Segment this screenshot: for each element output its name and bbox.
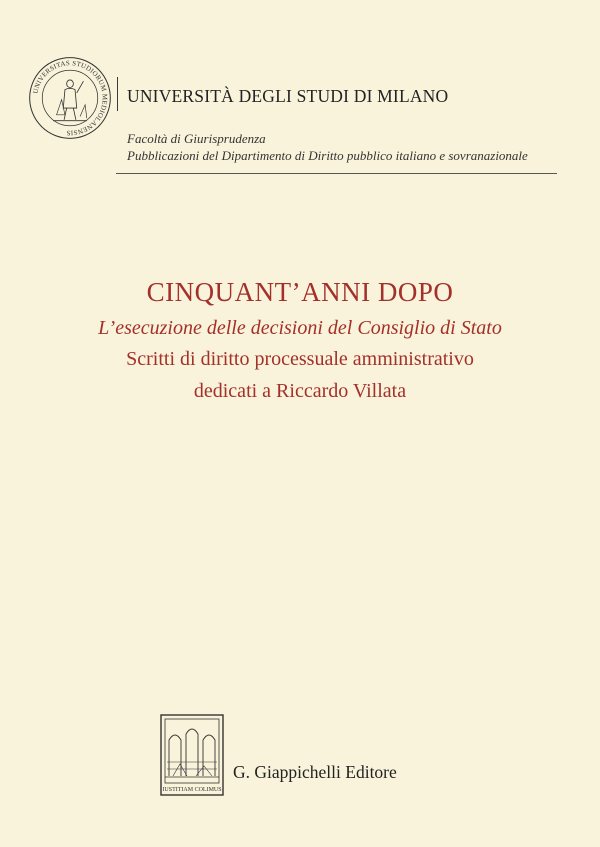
publisher-logo xyxy=(160,714,224,796)
publisher-logo-motto: IUSTITIAM COLIMUS xyxy=(162,787,222,793)
book-description-line-2: dedicati a Riccardo Villata xyxy=(193,380,407,402)
university-seal-logo xyxy=(28,56,112,140)
university-name: UNIVERSITÀ DEGLI STUDI DI MILANO xyxy=(127,86,449,106)
title-block xyxy=(0,276,600,405)
book-description-line-1: Scritti di diritto processuale amministrativo xyxy=(126,348,474,370)
header-vertical-divider xyxy=(117,77,118,111)
svg-text:UNIVERSITAS STUDIORUM MEDIOLAN: UNIVERSITAS STUDIORUM MEDIOLANENSIS xyxy=(32,60,108,136)
department-series: Pubblicazioni del Dipartimento di Diritto pubblico italiano e sovranazionale xyxy=(127,148,528,163)
header-divider xyxy=(116,173,557,174)
book-subtitle: L’esecuzione delle decisioni del Consiglio di Stato xyxy=(98,317,502,339)
book-title: CINQUANT’ANNI DOPO xyxy=(146,277,454,307)
publisher-name: G. Giappichelli Editore xyxy=(233,762,397,782)
faculty-name: Facoltà di Giurisprudenza xyxy=(127,131,266,146)
